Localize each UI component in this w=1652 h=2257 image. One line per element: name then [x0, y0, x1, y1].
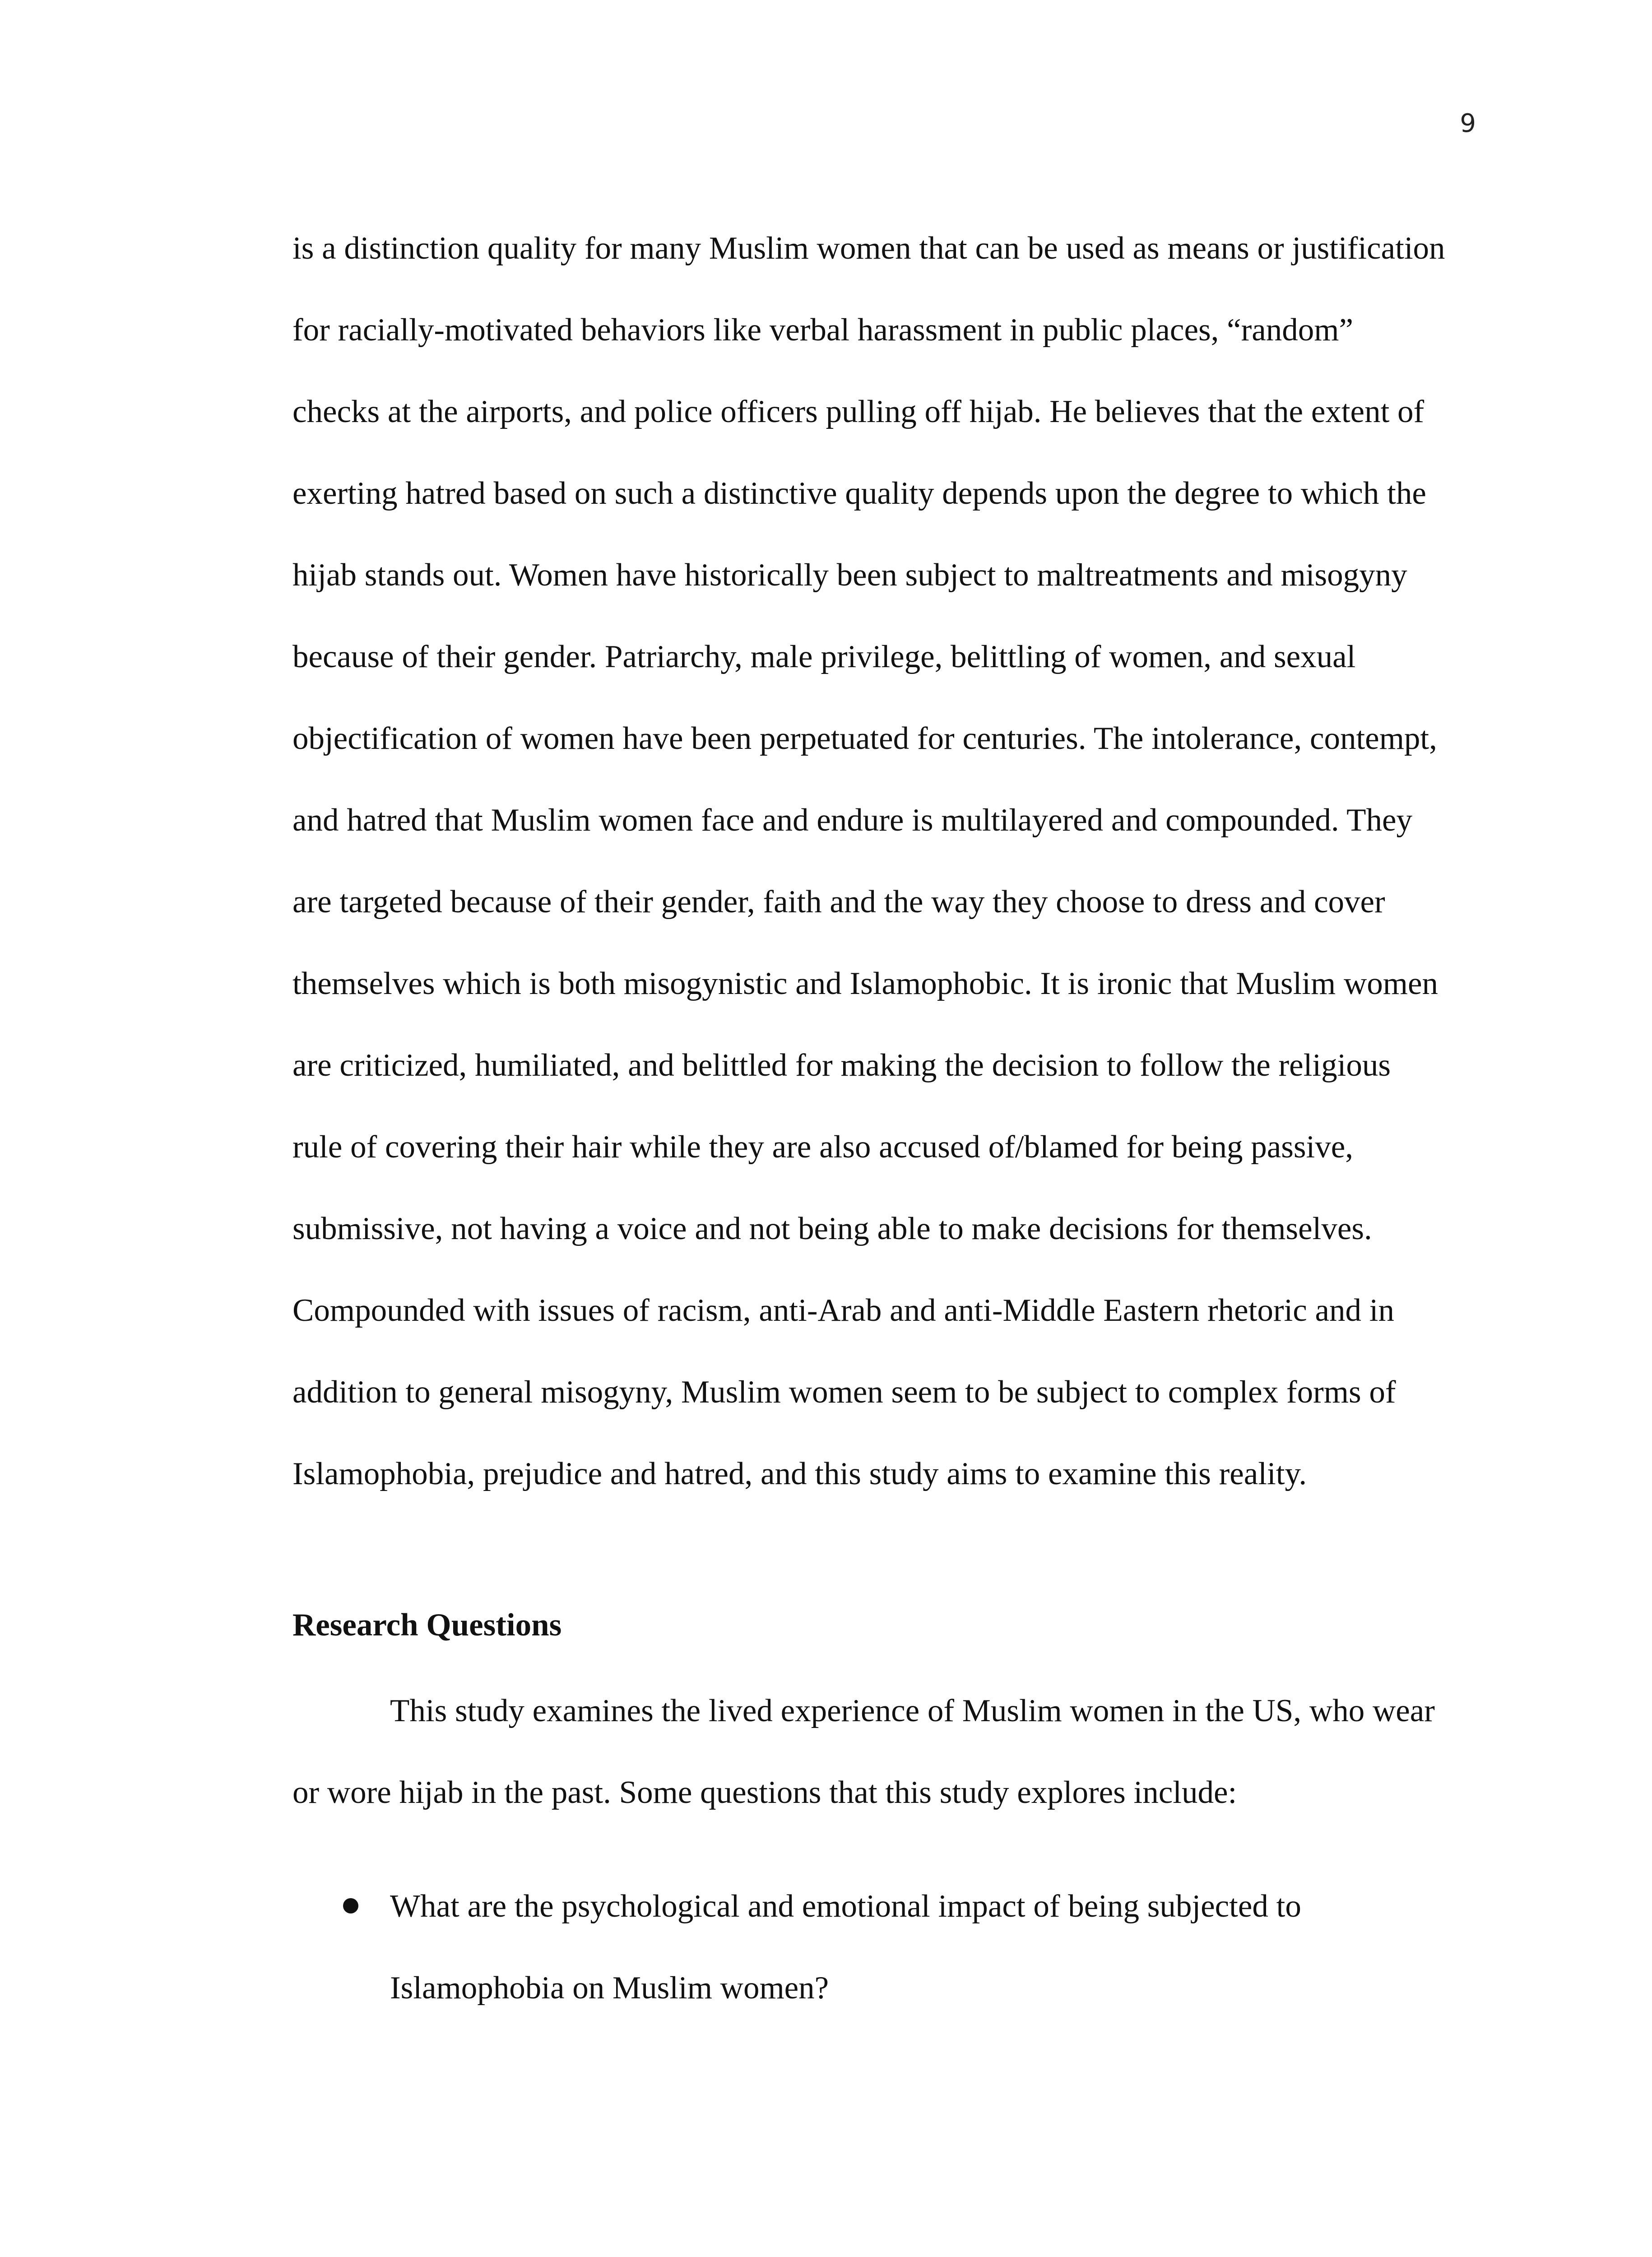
text-line: rule of covering their hair while they are also accused of/blamed for being passive, [292, 1129, 1354, 1165]
text-line: Compounded with issues of racism, anti-Arab and anti-Middle Eastern rhetoric and in [292, 1293, 1395, 1328]
text-line: Islamophobia, prejudice and hatred, and this study aims to examine this reality. [292, 1456, 1307, 1491]
text-line: or wore hijab in the past. Some questions that this study explores include: [292, 1775, 1237, 1810]
text-line: checks at the airports, and police officers pulling off hijab. He believes that the extent of [292, 394, 1425, 429]
text-line: objectification of women have been perpetuated for centuries. The intolerance, contempt, [292, 721, 1437, 756]
text-line: are targeted because of their gender, faith and the way they choose to dress and cover [292, 884, 1385, 920]
section-heading: Research Questions [292, 1607, 562, 1643]
text-line: for racially-motivated behaviors like verbal harassment in public places, “random” [292, 312, 1354, 348]
research-intro-paragraph [292, 1670, 1484, 1834]
research-questions-list [292, 1866, 1484, 2029]
text-line: because of their gender. Patriarchy, male privilege, belittling of women, and sexual [292, 639, 1356, 674]
text-line: and hatred that Muslim women face and endure is multilayered and compounded. They [292, 803, 1412, 838]
text-line: Islamophobia on Muslim women? [390, 1970, 829, 2006]
text-line: This study examines the lived experience of Muslim women in the US, who wear [390, 1693, 1435, 1728]
text-line: are criticized, humiliated, and belittled for making the decision to follow the religious [292, 1048, 1391, 1083]
text-line: exerting hatred based on such a distinctive quality depends upon the degree to which the [292, 476, 1426, 511]
body-paragraph [292, 208, 1484, 1515]
text-line: What are the psychological and emotional impact of being subjected to [390, 1889, 1301, 1924]
page-number: 9 [1460, 109, 1476, 138]
list-item [292, 1866, 1484, 2029]
bullet-icon [343, 1898, 358, 1913]
text-line: hijab stands out. Women have historically been subject to maltreatments and misogyny [292, 557, 1407, 593]
text-line: addition to general misogyny, Muslim women seem to be subject to complex forms of [292, 1375, 1396, 1410]
text-line: themselves which is both misogynistic and Islamophobic. It is ironic that Muslim women [292, 966, 1438, 1001]
text-line: submissive, not having a voice and not being able to make decisions for themselves. [292, 1211, 1372, 1246]
text-line: is a distinction quality for many Muslim women that can be used as means or justification [292, 231, 1445, 266]
